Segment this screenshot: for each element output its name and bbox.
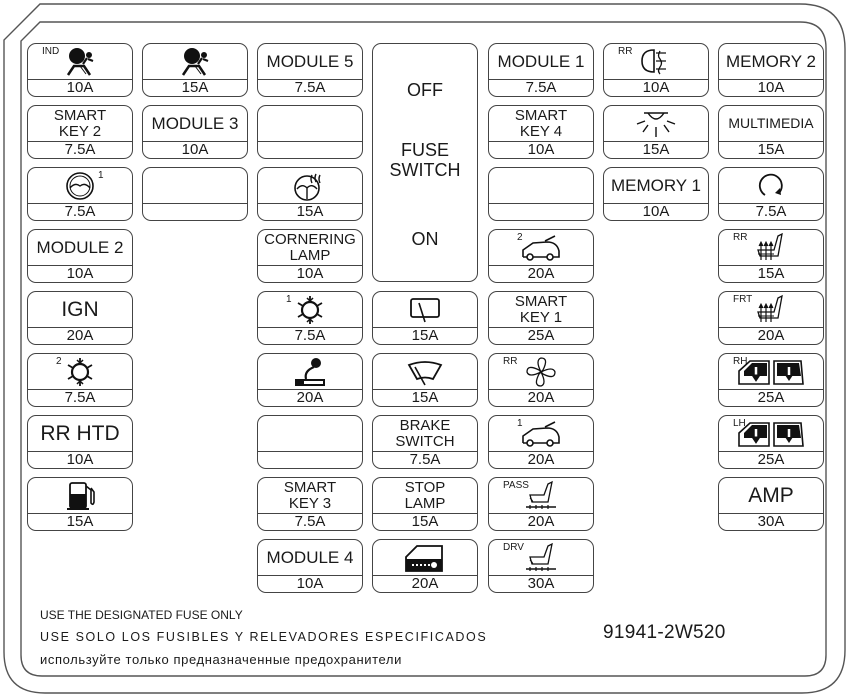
fuse-slot[interactable]: [488, 43, 594, 97]
fuse-qualifier: LH: [733, 418, 746, 429]
fuse-rating: [143, 203, 247, 220]
fuse-slot[interactable]: [603, 43, 709, 97]
fuse-rating: 30A: [719, 513, 823, 530]
fuse-label: [258, 478, 362, 513]
fuse-label-line1: SMART: [283, 478, 337, 496]
fuse-rating: 20A: [489, 389, 593, 406]
fuse-slot[interactable]: [488, 353, 594, 407]
fuse-qualifier: RR: [618, 46, 633, 57]
fuse-label: [28, 292, 132, 327]
fuse-rating: 20A: [489, 451, 593, 468]
fuse-qualifier: 2: [56, 356, 62, 367]
fuse-rating: 15A: [258, 203, 362, 220]
fuse-slot[interactable]: [372, 415, 478, 469]
power-tailgate-icon: [517, 233, 565, 263]
fuse-rating: 10A: [489, 141, 593, 158]
fuse-rating: 15A: [719, 265, 823, 282]
fuse-rating: 30A: [489, 575, 593, 592]
fuse-qualifier: DRV: [503, 542, 524, 553]
fuse-slot[interactable]: [718, 105, 824, 159]
fuse-label: [373, 540, 477, 575]
fuse-label-line2: KEY 2: [58, 122, 102, 140]
rear-wiper-icon: [405, 295, 445, 325]
fuse-label-text: MEMORY 1: [610, 176, 702, 195]
rotation-arrow-icon: [751, 171, 791, 201]
fuse-slot[interactable]: [372, 291, 478, 345]
fuse-qualifier: RR: [733, 232, 748, 243]
fuse-rating: 20A: [489, 265, 593, 282]
fuse-label-text: MODULE 4: [266, 548, 354, 567]
fuse-switch[interactable]: [372, 43, 478, 282]
fuse-rating: 10A: [604, 79, 708, 96]
fuse-label: [719, 44, 823, 79]
fuse-rating: 10A: [258, 575, 362, 592]
fuse-label: [719, 168, 823, 203]
fuse-rating: [258, 141, 362, 158]
fuse-rating: [489, 203, 593, 220]
fuse-slot[interactable]: [257, 43, 363, 97]
fuse-label: [143, 44, 247, 79]
fuse-label: [143, 106, 247, 141]
fuse-label: [489, 292, 593, 327]
fuse-label: [489, 478, 593, 513]
fuse-slot[interactable]: [142, 43, 248, 97]
fuse-rating: 15A: [373, 513, 477, 530]
fuse-rating: 20A: [489, 513, 593, 530]
heated-seat-icon: [748, 294, 794, 326]
fuse-label: [28, 416, 132, 451]
fuse-label-line2: LAMP: [404, 494, 446, 512]
fuse-label: [258, 168, 362, 203]
fuse-rating: 7.5A: [719, 203, 823, 220]
fuse-label: [489, 106, 593, 141]
fuse-label-text: IGN: [61, 298, 99, 321]
fuse-label: [143, 168, 247, 203]
fuse-label-line1: SMART: [53, 106, 107, 124]
fuse-slot[interactable]: [488, 539, 594, 593]
fuse-label-line1: BRAKE: [399, 416, 451, 434]
fuse-label-line1: SMART: [514, 106, 568, 124]
fuse-rating: 10A: [258, 265, 362, 282]
fuse-slot[interactable]: [488, 105, 594, 159]
heated-steering-wheel-icon: [290, 171, 330, 201]
fuse-label-line2: LAMP: [289, 246, 331, 264]
air-conditioner-icon: [60, 356, 100, 388]
fuse-slot[interactable]: [603, 167, 709, 221]
fuse-slot[interactable]: [603, 105, 709, 159]
fuse-qualifier: RH: [733, 356, 748, 367]
fuse-slot[interactable]: [27, 291, 133, 345]
rear-fog-lamp-icon: [636, 47, 676, 77]
fuse-slot[interactable]: [27, 43, 133, 97]
fuse-rating: 25A: [719, 389, 823, 406]
fuse-rating: 7.5A: [489, 79, 593, 96]
fuse-slot[interactable]: [142, 105, 248, 159]
fuse-label: [258, 106, 362, 141]
fuse-label-line2: KEY 3: [288, 494, 332, 512]
fuse-switch-name-line2: SWITCH: [389, 160, 461, 180]
fuse-label: [28, 478, 132, 513]
fuse-label: [28, 44, 132, 79]
fuse-slot[interactable]: [718, 477, 824, 531]
fuse-slot[interactable]: [257, 477, 363, 531]
fuse-label-text: MODULE 3: [151, 114, 239, 133]
fuse-label: [28, 168, 132, 203]
fuse-slot[interactable]: [142, 167, 248, 221]
fuse-slot[interactable]: [488, 415, 594, 469]
fuse-slot[interactable]: [488, 229, 594, 283]
fuse-rating: 7.5A: [258, 79, 362, 96]
fuse-slot[interactable]: [718, 415, 824, 469]
fuse-label: [373, 416, 477, 451]
fuse-slot[interactable]: [257, 291, 363, 345]
fuse-rating: 7.5A: [28, 203, 132, 220]
fuse-label: [28, 230, 132, 265]
fuse-rating: 7.5A: [258, 513, 362, 530]
fuse-qualifier: IND: [42, 46, 60, 57]
fuse-label: [719, 292, 823, 327]
fuse-slot[interactable]: [257, 105, 363, 159]
fuse-rating: 7.5A: [258, 327, 362, 344]
fuse-slot[interactable]: [718, 229, 824, 283]
fuse-qualifier: FRT: [733, 294, 753, 305]
fuse-rating: 20A: [258, 389, 362, 406]
fuse-label: [489, 168, 593, 203]
fuse-label: [489, 354, 593, 389]
fuse-label: [719, 106, 823, 141]
fuse-slot[interactable]: [718, 353, 824, 407]
fuse-label-text: MODULE 2: [36, 238, 124, 257]
air-conditioner-icon: [290, 294, 330, 326]
airbag-icon: [175, 47, 215, 77]
fuse-label: [258, 292, 362, 327]
fuse-label-text: AMP: [748, 484, 794, 507]
power-seat-icon: [518, 542, 564, 574]
fuse-label: [258, 416, 362, 451]
note-spanish: USE SOLO LOS FUSIBLES Y RELEVADORES ESPECIFICADOS: [40, 630, 488, 644]
fuse-slot[interactable]: [372, 539, 478, 593]
fuse-slot[interactable]: [718, 43, 824, 97]
fuse-label: [719, 354, 823, 389]
fuse-qualifier: RR: [503, 356, 518, 367]
fuse-label-text: MEMORY 2: [725, 52, 817, 71]
fuse-slot[interactable]: [488, 167, 594, 221]
fuse-qualifier: 1: [517, 418, 523, 429]
fuse-label-line1: STOP: [404, 478, 446, 496]
fuse-rating: 15A: [373, 389, 477, 406]
fuse-label-line1: SMART: [514, 292, 568, 310]
fuse-rating: 15A: [28, 513, 132, 530]
airbag-indicator-icon: [60, 47, 100, 77]
fuse-rating: 20A: [28, 327, 132, 344]
fuse-slot[interactable]: [257, 167, 363, 221]
power-window-icon: [736, 357, 806, 387]
fuse-slot[interactable]: [372, 353, 478, 407]
fuse-qualifier: 1: [98, 170, 104, 181]
fuse-label: [604, 106, 708, 141]
fuse-label: [489, 416, 593, 451]
fuse-rating: 15A: [143, 79, 247, 96]
fuse-slot[interactable]: [257, 353, 363, 407]
fuse-label: [373, 354, 477, 389]
fuse-label: [258, 540, 362, 575]
power-seat-icon: [518, 480, 564, 512]
note-russian: используйте только предназначенные предохранители: [40, 652, 402, 667]
fuse-rating: 25A: [489, 327, 593, 344]
front-wiper-icon: [405, 357, 445, 387]
fuse-rating: 10A: [28, 265, 132, 282]
fuse-label-line1: CORNERING: [264, 230, 356, 248]
fuse-label: [28, 106, 132, 141]
fuse-slot[interactable]: [27, 477, 133, 531]
fuse-rating: 7.5A: [28, 389, 132, 406]
fuse-slot[interactable]: [718, 291, 824, 345]
fuse-slot[interactable]: [27, 105, 133, 159]
fuse-slot[interactable]: [372, 477, 478, 531]
fuse-label-line2: SWITCH: [395, 432, 455, 450]
fuse-rating: 25A: [719, 451, 823, 468]
part-number: 91941-2W520: [603, 622, 726, 643]
fuse-label: [258, 230, 362, 265]
power-window-icon: [736, 419, 806, 449]
fuse-qualifier: 1: [286, 294, 292, 305]
fuse-label: [604, 168, 708, 203]
fuse-rating: 20A: [719, 327, 823, 344]
fuse-rating: 15A: [373, 327, 477, 344]
fuse-switch-on-label: ON: [411, 229, 439, 249]
fuse-slot[interactable]: [488, 291, 594, 345]
fuse-label: [489, 230, 593, 265]
fuse-rating: [258, 451, 362, 468]
fuse-rating: 7.5A: [373, 451, 477, 468]
fuse-slot[interactable]: [718, 167, 824, 221]
steering-wheel-icon: [60, 171, 100, 201]
fuse-label-text: MODULE 5: [266, 52, 354, 71]
fuse-switch-name-line1: FUSE: [400, 140, 449, 160]
power-tailgate-icon: [517, 419, 565, 449]
fuse-slot[interactable]: [27, 167, 133, 221]
fuse-label: [373, 478, 477, 513]
fuse-rating: 7.5A: [28, 141, 132, 158]
fuse-qualifier: 2: [517, 232, 523, 243]
fuse-slot[interactable]: [257, 539, 363, 593]
fuse-rating: 10A: [28, 79, 132, 96]
fuse-label: [604, 44, 708, 79]
fuse-rating: 10A: [604, 203, 708, 220]
fuel-pump-icon: [60, 480, 100, 512]
fuse-rating: 15A: [604, 141, 708, 158]
heated-seat-icon: [748, 232, 794, 264]
fuse-label-text: MULTIMEDIA: [728, 115, 814, 131]
fuse-rating: 10A: [28, 451, 132, 468]
fuse-label: [373, 292, 477, 327]
power-outlet-icon: [290, 357, 330, 387]
fuse-label-line2: KEY 4: [519, 122, 563, 140]
fuse-rating: 20A: [373, 575, 477, 592]
fuse-label: [258, 354, 362, 389]
fuse-rating: 10A: [143, 141, 247, 158]
fuse-label: [719, 478, 823, 513]
blower-fan-icon: [521, 356, 561, 388]
fuse-label-text: RR HTD: [40, 422, 120, 445]
fuse-slot[interactable]: [488, 477, 594, 531]
door-lock-icon: [403, 543, 447, 573]
fuse-label-text: MODULE 1: [497, 52, 585, 71]
fuse-label: [489, 44, 593, 79]
fuse-slot[interactable]: [257, 415, 363, 469]
fuse-slot[interactable]: [27, 415, 133, 469]
fuse-label-line2: KEY 1: [519, 308, 563, 326]
fuse-label: [719, 416, 823, 451]
fuse-qualifier: PASS: [503, 480, 529, 491]
fuse-label: [719, 230, 823, 265]
fuse-label: [258, 44, 362, 79]
note-english: USE THE DESIGNATED FUSE ONLY: [40, 608, 243, 622]
fuse-switch-off-label: OFF: [407, 80, 443, 100]
fuse-slot[interactable]: [27, 229, 133, 283]
fuse-slot[interactable]: [257, 229, 363, 283]
fuse-label: [28, 354, 132, 389]
fuse-label: [489, 540, 593, 575]
room-lamp-icon: [634, 109, 678, 139]
fuse-rating: 10A: [719, 79, 823, 96]
fuse-rating: 15A: [719, 141, 823, 158]
fuse-slot[interactable]: [27, 353, 133, 407]
